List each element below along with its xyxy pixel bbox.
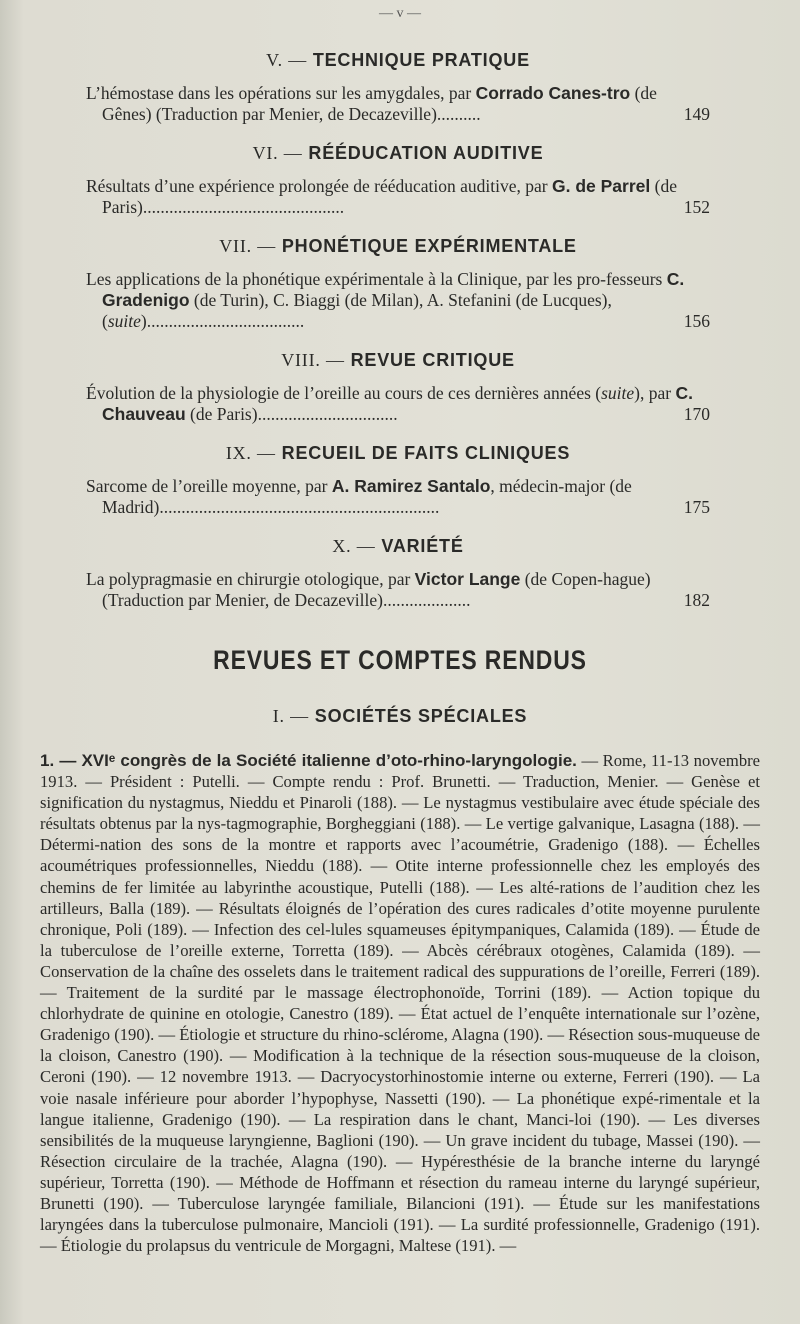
entry-text: (de Paris) — [102, 176, 677, 217]
entry-italic: suite — [107, 311, 141, 331]
entry-italic: suite — [601, 383, 635, 403]
section-heading — [86, 536, 710, 557]
section-title: TECHNIQUE PRATIQUE — [312, 50, 530, 70]
congress-summary-paragraph — [40, 750, 760, 1256]
section-title: PHONÉTIQUE EXPÉRIMENTALE — [281, 236, 577, 256]
part-title: REVUES ET COMPTES RENDUS — [213, 645, 587, 675]
entry-author: G. de Parrel — [552, 176, 651, 196]
section-number: V. — — [266, 50, 307, 70]
entry-page-number: 175 — [683, 497, 710, 517]
toc-entry: Évolution de la physiologie de l’oreille au cours de ces dernières années (suite), par C. Chauveau (de Paris)................................ 170 — [86, 383, 710, 424]
congress-title: 1. — XVIᵉ congrès de la Société italienne d’oto-rhino-laryngologie. — [40, 751, 577, 770]
entry-text: Les applications de la phonétique expérimentale à la Clinique, par les pro-fesseurs — [86, 269, 667, 289]
section-heading — [86, 143, 710, 164]
section-number: X. — — [332, 536, 376, 556]
entry-page-number: 182 — [683, 590, 710, 610]
entry-text: L’hémostase dans les opérations sur les amygdales, par — [86, 83, 476, 103]
entry-text: ), par — [634, 383, 676, 403]
section-heading — [86, 236, 710, 257]
entry-text: Évolution de la physiologie de l’oreille au cours de ces dernières années ( — [86, 383, 602, 403]
section-heading — [86, 443, 710, 464]
table-of-contents — [86, 50, 710, 629]
toc-entry: Sarcome de l’oreille moyenne, par A. Ramirez Santalo, médecin-major (de Madrid)................................................................ 175 — [86, 476, 710, 517]
section-number: VI. — — [252, 143, 303, 163]
section-title: RÉÉDUCATION AUDITIVE — [308, 143, 544, 163]
section-heading — [86, 350, 710, 371]
section-number: VII. — — [219, 236, 277, 256]
entry-text: (de Paris) — [185, 404, 258, 424]
toc-entry: L’hémostase dans les opérations sur les amygdales, par Corrado Canes-tro (de Gênes) (Traduction par Menier, de Decazeville).......... 149 — [86, 83, 710, 124]
entry-author: C. Chauveau — [102, 383, 693, 424]
entry-text: Résultats d’une expérience prolongée de rééducation auditive, par — [86, 176, 552, 196]
toc-entry: La polypragmasie en chirurgie otologique, par Victor Lange (de Copen-hague) (Traduction par Menier, de Decazeville).................... 182 — [86, 569, 710, 610]
section-title: VARIÉTÉ — [381, 536, 464, 556]
entry-text: (de Gênes) (Traduction par Menier, de Decazeville) — [102, 83, 657, 124]
entry-text: La polypragmasie en chirurgie otologique, par — [86, 569, 415, 589]
section-title: RECUEIL DE FAITS CLINIQUES — [281, 443, 571, 463]
entry-text: ) — [140, 311, 147, 331]
entry-page-number: 152 — [683, 197, 710, 217]
entry-page-number: 170 — [683, 404, 710, 424]
congress-body: — Rome, 11-13 novembre 1913. — Président : Putelli. — Compte rendu : Prof. Brunetti. — Traduction, Menier. — Genèse et signification du nystagmus, Nieddu et Pinaroli (188). — Le nystagmus vestibulaire avec étude spéciale des résultats obtenus par la nys-tagmographie, Borgheggiani (188). — Le vertige galvanique, Lasagna (188). — Détermi-nation des sons de la montre et rapports avec l’acoumétrie, Gradenigo (188). — Échelles acoumétriques professionnelles, Nieddu (188). — Otite interne professionnelle chez les employés des chemins de fer limitée au labyrinthe acoustique, Putelli (188). — Les alté-rations de l’audition chez les artilleurs, Balla (189). — Résultats éloignés de l’opération des cures radicales d’otite moyenne purulente chronique, Poli (189). — Infection des cel-lules squameuses épitympaniques, Calamida (189). — Étude de la tuberculose de l’oreille externe, Torretta (189). — Abcès cérébraux otogènes, Calamida (189). — Conservation de la chaîne des osselets dans le traitement radical des suppurations de l’oreille, Ferreri (189). — Traitement de la surdité par le massage électrophonoïde, Torrini (189). — Action topique du chlorhydrate de quinine en otologie, Canestro (189). — État actuel de l’enquête internationale sur l’ozène, Gradenigo (190). — Étiologie et structure du rhino-sclérome, Alagna (190). — Résection sous-muqueuse de la cloison, Canestro (190). — Modification à la technique de la résection sous-muqueuse de la cloison, Ceroni (190). — 12 novembre 1913. — Dacryocystorhinostomie interne ou externe, Ferreri (190). — La voie nasale inférieure pour aborder l’hypophyse, Nassetti (190). — La phonétique expé-rimentale et la langue italienne, Gradenigo (190). — La respiration dans le chant, Manci-loi (190). — Les diverses sensibilités de la muqueuse laryngienne, Baglioni (190). — Un grave incident du tubage, Massei (190). — Résection circulaire de la trachée, Alagna (190). — Hypéresthésie de la branche interne du laryngé supérieur, Torretta (190). — Méthode de Hoffmann et résection du rameau interne du laryngé supérieur, Brunetti (190). — Tuberculose laryngée familiale, Bilancioni (191). — Étude sur les manifestations laryngées dans la tuberculose pulmonaire, Mancioli (191). — La surdité professionnelle, Gradenigo (191). — Étiologie du prolapsus du ventricule de Morgagni, Maltese (191). — — [40, 751, 761, 1256]
entry-text: (de Turin), C. Biaggi (de Milan), A. Stefanini (de Lucques), ( — [102, 290, 612, 331]
subsection-number: I. — — [272, 706, 309, 726]
section-title: REVUE CRITIQUE — [350, 350, 515, 370]
entry-author: Corrado Canes-tro — [475, 83, 631, 103]
entry-text: Sarcome de l’oreille moyenne, par — [86, 476, 332, 496]
entry-page-number: 149 — [683, 104, 710, 124]
section-number: VIII. — — [281, 350, 345, 370]
section-number: IX. — — [225, 443, 276, 463]
entry-author: A. Ramirez Santalo — [331, 476, 491, 496]
subsection-title: SOCIÉTÉS SPÉCIALES — [314, 706, 528, 726]
entry-author: C. Gradenigo — [102, 269, 685, 310]
entry-text: , médecin-major (de Madrid) — [102, 476, 632, 517]
entry-text: (de Copen-hague) (Traduction par Menier, de Decazeville) — [102, 569, 651, 610]
toc-entry: Résultats d’une expérience prolongée de rééducation auditive, par G. de Parrel (de Paris).............................................. 152 — [86, 176, 710, 217]
entry-author: Victor Lange — [414, 569, 521, 589]
section-heading — [86, 50, 710, 71]
subsection-heading — [0, 706, 800, 727]
entry-page-number: 156 — [683, 311, 710, 331]
page-folio: — v — — [379, 6, 421, 21]
toc-entry: Les applications de la phonétique expérimentale à la Clinique, par les pro-fesseurs C. Gradenigo (de Turin), C. Biaggi (de Milan), A. Stefanini (de Lucques), (suite).................................... 156 — [86, 269, 710, 331]
